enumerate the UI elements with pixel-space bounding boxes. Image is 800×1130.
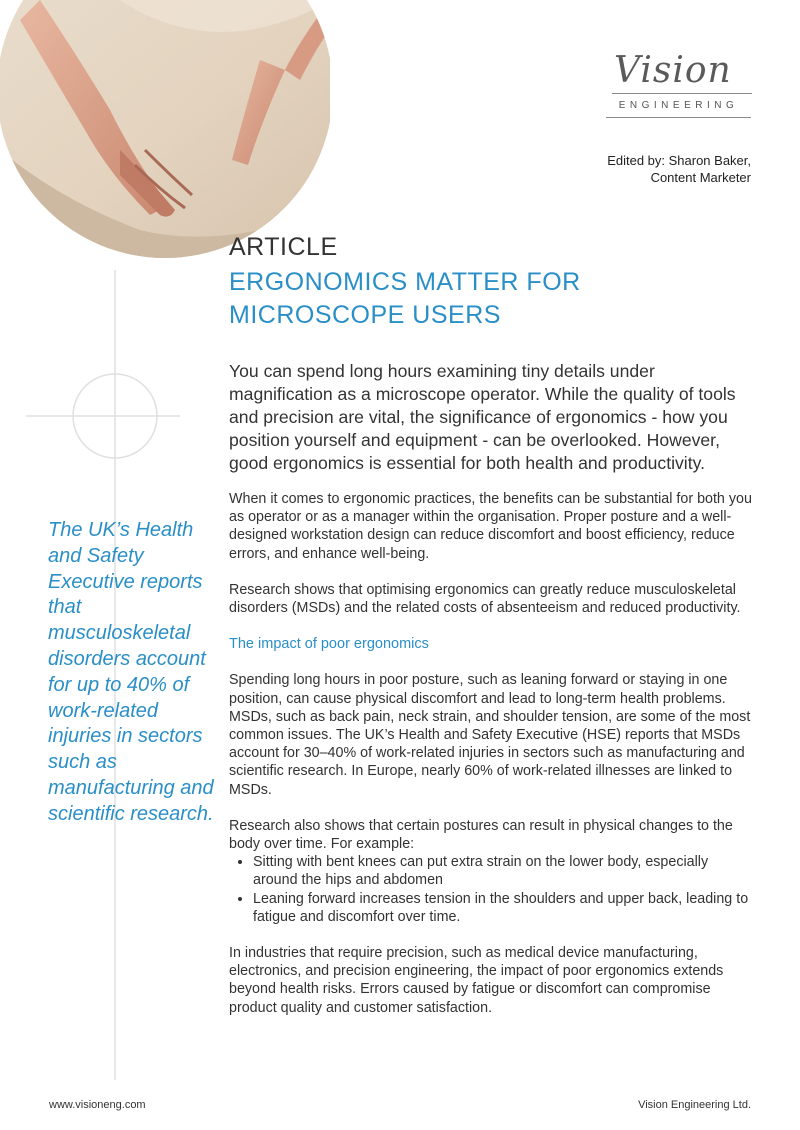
logo-rule-bottom (606, 117, 751, 118)
article-title: ERGONOMICS MATTER FOR MICROSCOPE USERS (229, 268, 581, 329)
article-kicker: ARTICLE (229, 233, 338, 261)
logo-subtitle: ENGINEERING (618, 100, 739, 111)
editor-name: Edited by: Sharon Baker, (607, 153, 751, 168)
logo-wordmark: Vision (614, 50, 732, 91)
back-pain-photo (0, 0, 330, 262)
editor-role: Content Marketer (650, 170, 751, 185)
header-photo (0, 0, 330, 262)
bullet-list (229, 853, 754, 926)
footer-company: Vision Engineering Ltd. (638, 1099, 751, 1111)
article-body (229, 490, 754, 1035)
paragraph: Spending long hours in poor posture, such as leaning forward or staying in one position, can cause physical discomfort and lead to long-term health problems. MSDs, such as back pain, neck strain, and shoulder tension, are some of the most common issues. The UK’s Health and Safety Executive (HSE) reports that MSDs account for 30–40% of work-related injuries in sectors such as manufacturing and scientific research. In Europe, nearly 60% of work-related illnesses are linked to MSDs. (229, 672, 751, 798)
list-item: • Sitting with bent knees can put extra strain on the lower body, especially around the hips and abdomen (253, 853, 754, 889)
pull-quote: The UK’s Health and Safety Executive reports that musculoskeletal disorders account for up to 40% of work-related injuries in sectors such as manufacturing and scientific research. (48, 519, 214, 825)
list-item: • Leaning forward increases tension in the shoulders and upper back, leading to fatigue and discomfort over time. (253, 890, 754, 926)
paragraph: When it comes to ergonomic practices, the benefits can be substantial for both you as operator or as a manager within the organisation. Proper posture and a well-designed workstation design can reduce discomfort and boost efficiency, reduce errors, and enhance well-being. (229, 491, 752, 562)
logo-rule-top (612, 93, 752, 94)
article-lead: You can spend long hours examining tiny details under magnification as a microscope operator. While the quality of tools and precision are vital, the significance of ergonomics - how you position yourself and equipment - can be overlooked. However, good ergonomics is essential for both health and productivity. (229, 361, 736, 473)
paragraph: Research also shows that certain postures can result in physical changes to the body over time. For example: (229, 817, 733, 853)
footer-website[interactable]: www.visioneng.com (49, 1099, 146, 1111)
paragraph: In industries that require precision, such as medical device manufacturing, electronics, and precision engineering, the impact of poor ergonomics extends beyond health risks. Errors caused by fatigue or discomfort can compromise product quality and customer satisfaction. (229, 945, 724, 1016)
section-heading: The impact of poor ergonomics (229, 636, 429, 653)
vision-engineering-logo (606, 48, 751, 120)
paragraph: Research shows that optimising ergonomics can greatly reduce musculoskeletal disorders (MSDs) and the related costs of absenteeism and reduced productivity. (229, 581, 741, 617)
editor-credit (607, 152, 751, 186)
